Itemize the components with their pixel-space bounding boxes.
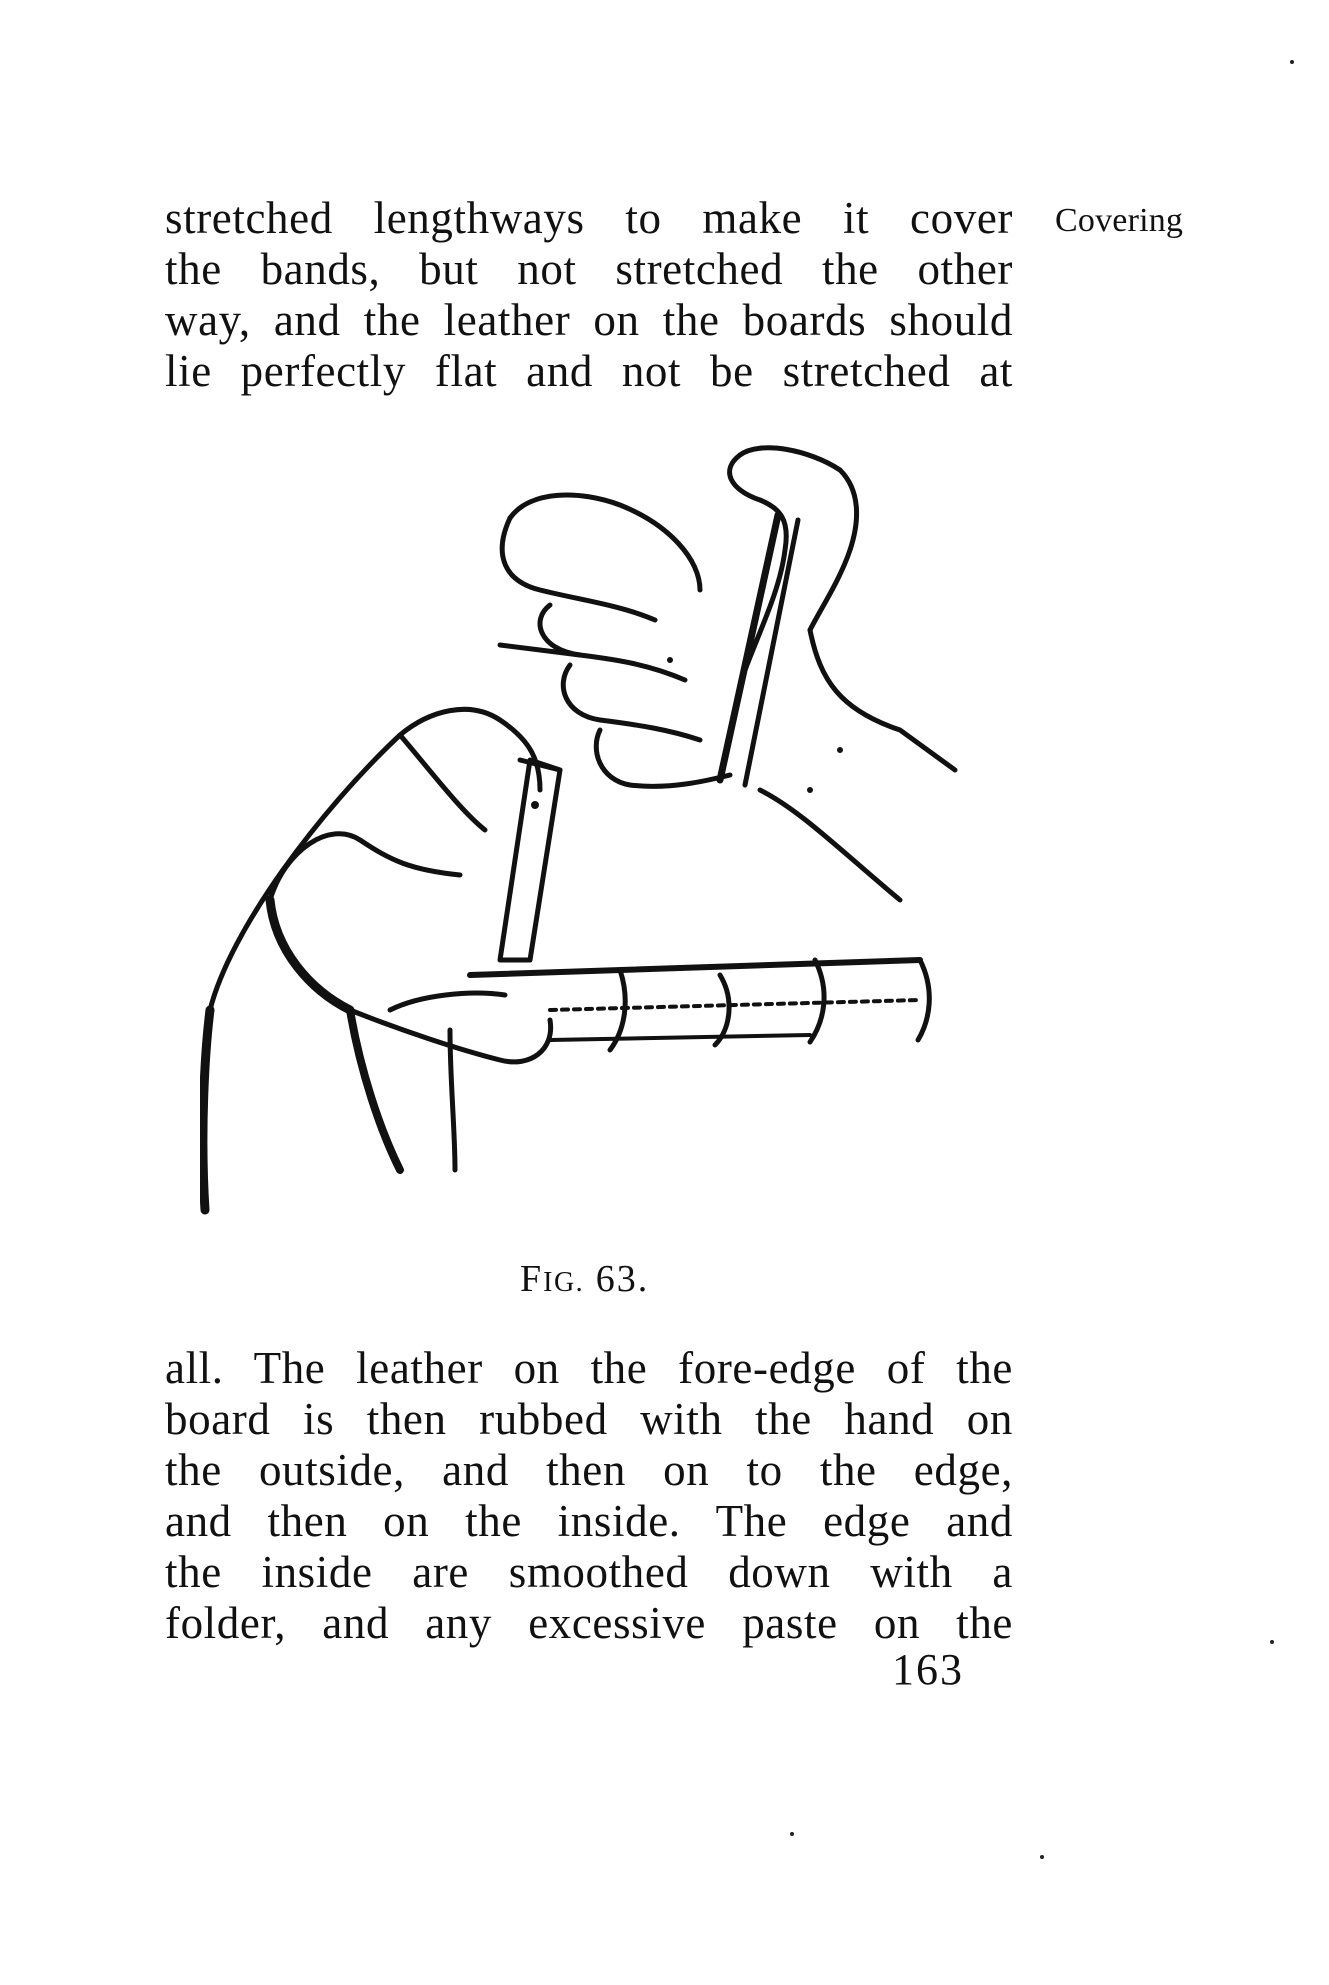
text-line: stretched lengthways to make it cover xyxy=(165,193,1013,243)
body-text-bottom xyxy=(165,1343,1013,1649)
text-line: board is then rubbed with the hand on xyxy=(165,1394,1013,1444)
paper-speck xyxy=(1270,1640,1274,1644)
text-line: lie perfectly flat and not be stretched at xyxy=(165,346,1013,396)
caption-number: 63. xyxy=(595,1258,650,1300)
text-line: the outside, and then on to the edge, xyxy=(165,1445,1013,1495)
paper-speck xyxy=(1290,60,1294,64)
text-line: folder, and any excessive paste on the xyxy=(165,1598,1013,1648)
text-line: the bands, but not stretched the other xyxy=(165,244,1013,294)
page-number: 163 xyxy=(892,1645,964,1694)
text-line: way, and the leather on the boards should xyxy=(165,295,1013,345)
paper-speck xyxy=(1040,1855,1044,1859)
illustration-svg xyxy=(200,430,980,1250)
text-line: the inside are smoothed down with a xyxy=(165,1547,1013,1597)
caption-prefix: FIG. xyxy=(520,1258,585,1300)
figure-caption xyxy=(520,1257,649,1301)
text-line: and then on the inside. The edge and xyxy=(165,1496,1013,1546)
text-line: all. The leather on the fore-edge of the xyxy=(165,1343,1013,1393)
body-text-top xyxy=(165,193,1013,397)
hands-knife-illustration xyxy=(200,430,980,1250)
margin-note: Covering xyxy=(1055,202,1184,239)
paper-speck xyxy=(790,1832,794,1836)
